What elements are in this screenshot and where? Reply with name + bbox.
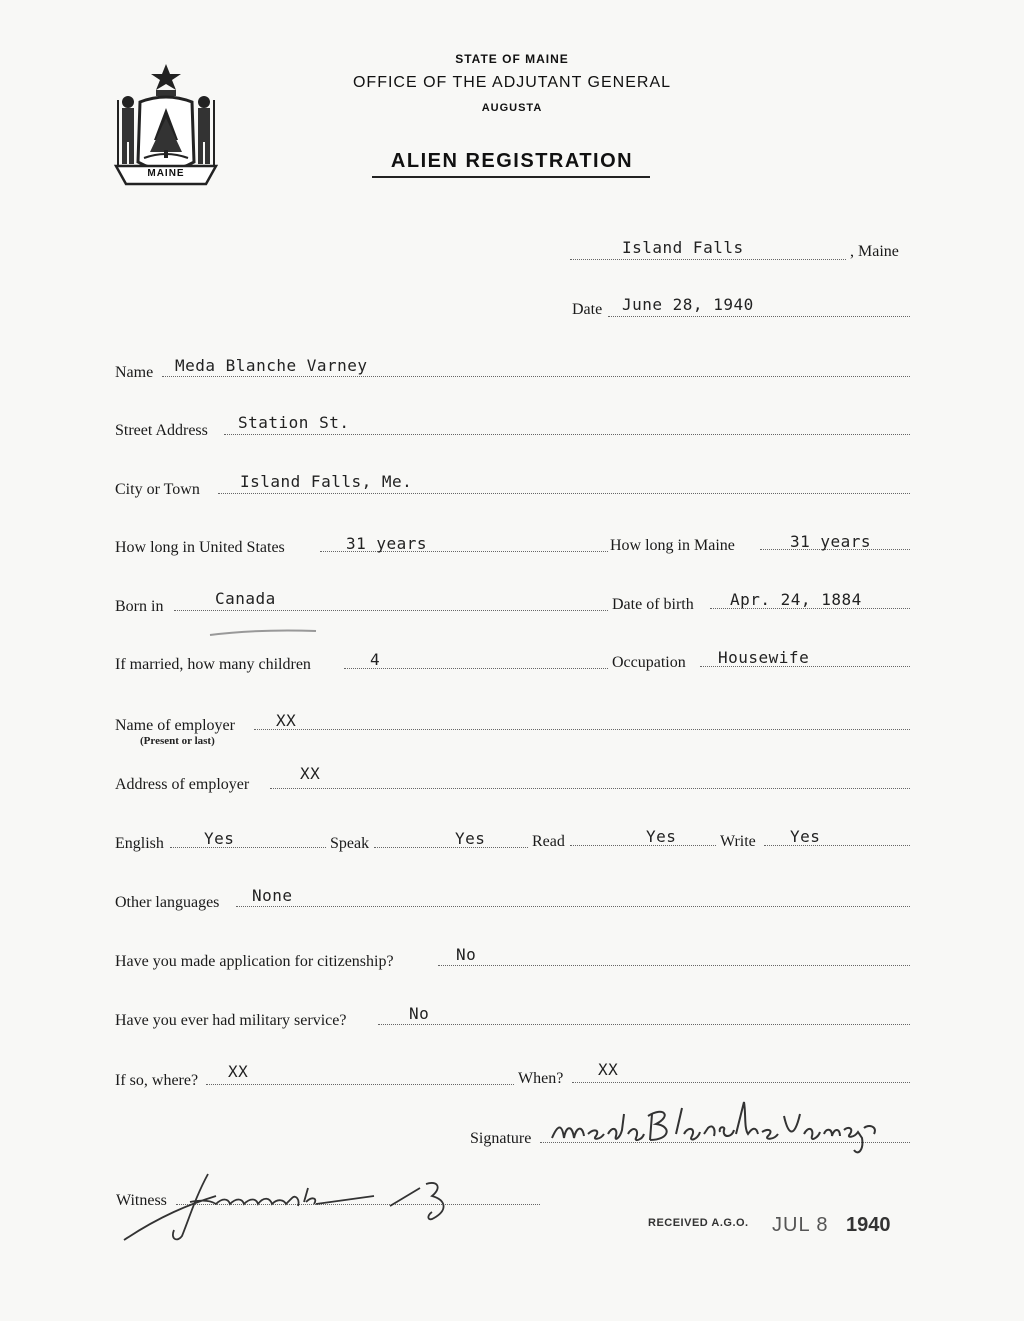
city-value: Island Falls, Me. [240, 472, 413, 491]
signature-handwriting [548, 1094, 884, 1160]
when-value: XX [598, 1060, 619, 1079]
name-value: Meda Blanche Varney [175, 356, 368, 375]
children-value: 4 [370, 650, 381, 669]
employer-address-value: XX [300, 764, 321, 783]
street-value: Station St. [238, 413, 350, 432]
location-line [570, 259, 846, 260]
maine-duration-value: 31 years [790, 532, 872, 551]
city-line [218, 493, 910, 494]
location-town: Island Falls [622, 238, 744, 257]
witness-signature [120, 1166, 470, 1246]
speak-value: Yes [455, 829, 486, 848]
date-value: June 28, 1940 [622, 295, 754, 314]
english-label: English [115, 835, 164, 852]
header-state: STATE OF MAINE [455, 52, 569, 66]
other-languages-label: Other languages [115, 894, 220, 911]
read-line [570, 845, 716, 846]
children-line [344, 668, 608, 669]
date-line [608, 316, 910, 317]
military-line [378, 1024, 910, 1025]
when-line [572, 1082, 910, 1083]
english-value: Yes [204, 829, 235, 848]
english-line [170, 847, 326, 848]
read-value: Yes [646, 827, 677, 846]
location-state: , Maine [850, 243, 899, 260]
speak-label: Speak [330, 835, 370, 852]
dob-value: Apr. 24, 1884 [730, 590, 862, 609]
employer-value: XX [276, 711, 297, 730]
write-label: Write [720, 833, 756, 850]
witness-label: Witness [116, 1192, 167, 1209]
header-city: AUGUSTA [481, 102, 543, 114]
born-in-value: Canada [215, 589, 276, 608]
seal-banner-text: MAINE [147, 168, 185, 179]
where-value: XX [228, 1062, 249, 1081]
where-label: If so, where? [115, 1072, 199, 1089]
city-label: City or Town [115, 481, 200, 498]
street-label: Street Address [115, 422, 208, 439]
street-line [224, 434, 910, 435]
military-value: No [409, 1004, 430, 1023]
employer-address-line [270, 788, 910, 789]
speak-line [374, 847, 528, 848]
military-label: Have you ever had military service? [115, 1012, 347, 1029]
occupation-label: Occupation [612, 654, 686, 671]
write-value: Yes [790, 827, 821, 846]
other-languages-line [236, 906, 910, 907]
signature-label: Signature [470, 1130, 532, 1147]
when-label: When? [518, 1070, 564, 1087]
born-in-label: Born in [115, 598, 164, 615]
citizenship-value: No [456, 945, 477, 964]
read-label: Read [532, 833, 565, 850]
employer-line [254, 729, 910, 730]
occupation-value: Housewife [718, 648, 810, 667]
us-duration-value: 31 years [346, 534, 428, 553]
dob-label: Date of birth [612, 596, 694, 613]
maine-duration-label: How long in Maine [610, 537, 735, 554]
other-languages-value: None [252, 886, 293, 905]
pencil-mark [208, 624, 318, 632]
title-underline [372, 176, 650, 178]
employer-address-label: Address of employer [115, 776, 250, 793]
citizenship-line [438, 965, 910, 966]
employer-sublabel: (Present or last) [140, 735, 215, 747]
where-line [206, 1084, 514, 1085]
name-label: Name [115, 364, 154, 381]
received-stamp-label: RECEIVED A.G.O. [648, 1217, 749, 1229]
received-stamp-date: JUL 8 [772, 1214, 829, 1236]
citizenship-label: Have you made application for citizenship? [115, 953, 394, 970]
header-office: OFFICE OF THE ADJUTANT GENERAL [352, 74, 672, 91]
employer-label: Name of employer [115, 717, 235, 734]
children-label: If married, how many children [115, 656, 311, 673]
received-stamp-year: 1940 [846, 1214, 891, 1236]
born-in-line [174, 610, 608, 611]
page-title: ALIEN REGISTRATION [390, 150, 634, 172]
name-line [162, 376, 910, 377]
write-line [764, 845, 910, 846]
date-label: Date [572, 301, 603, 318]
us-duration-label: How long in United States [115, 539, 285, 556]
